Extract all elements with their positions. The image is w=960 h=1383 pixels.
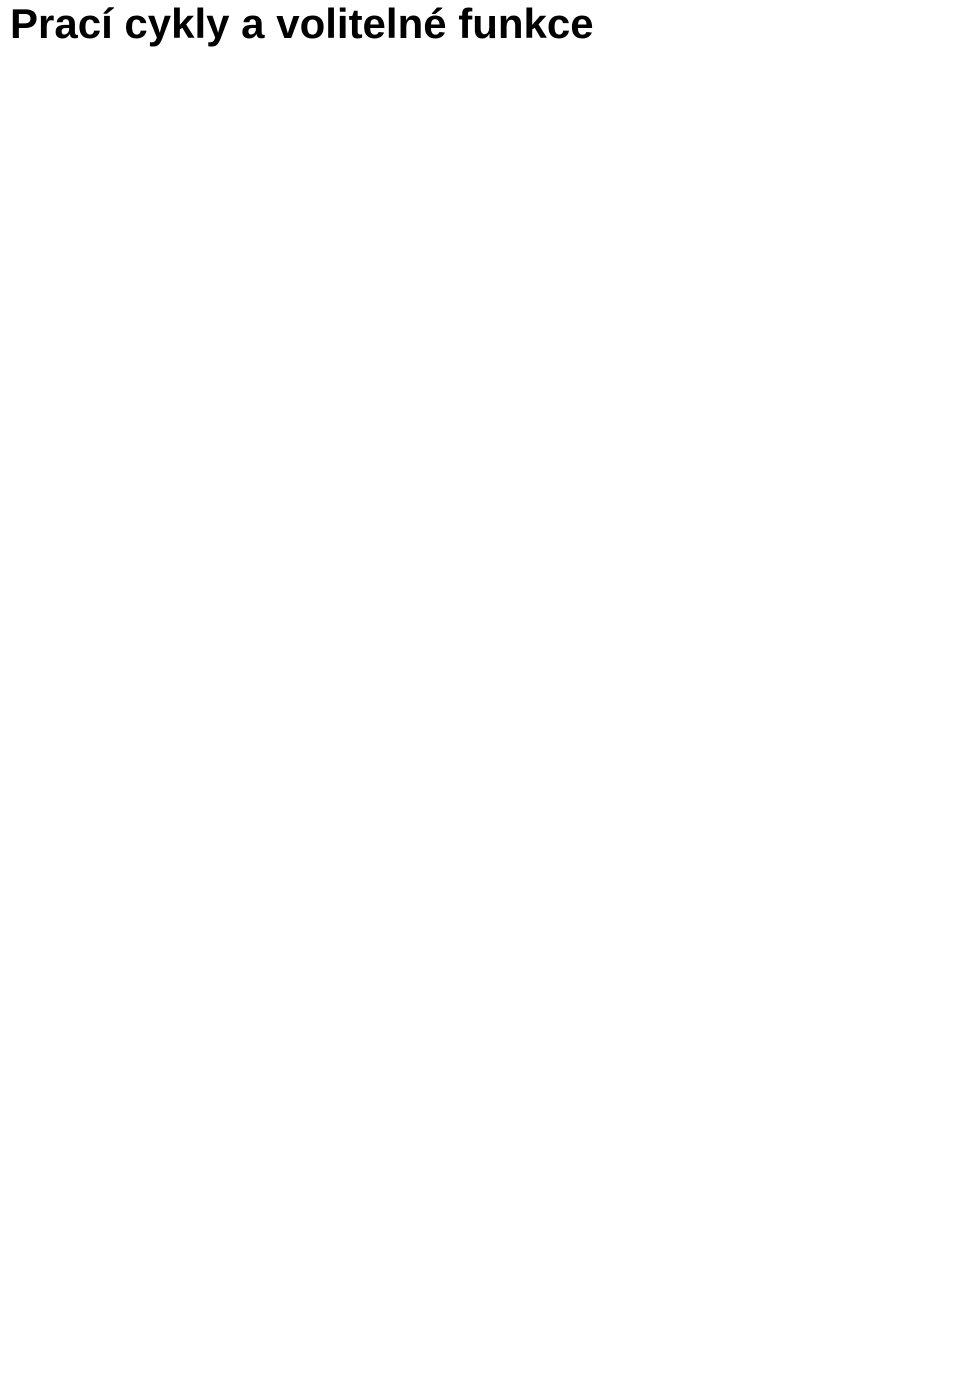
page-title: Prací cykly a volitelné funkce xyxy=(10,0,594,47)
